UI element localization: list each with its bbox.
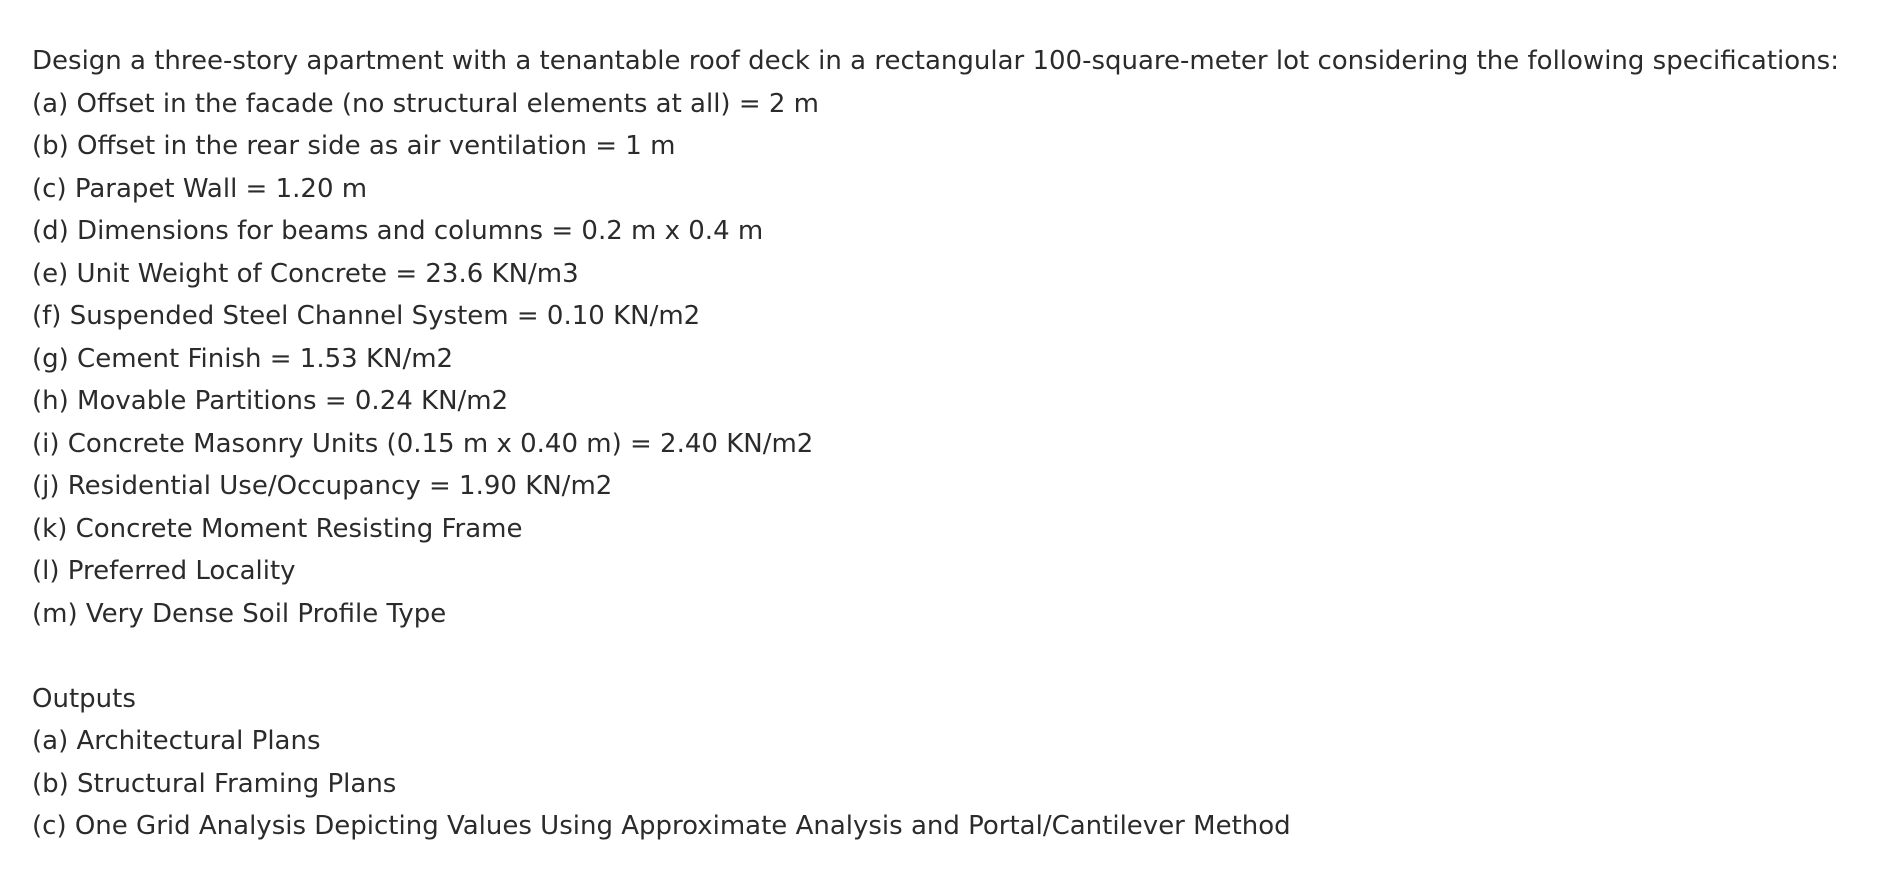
spec-item-l: (l) Preferred Locality: [32, 556, 296, 586]
output-item-b: (b) Structural Framing Plans: [32, 768, 397, 799]
document-body: [32, 40, 1862, 848]
outputs-heading: Outputs: [32, 683, 136, 714]
spec-item-j: (j) Residential Use/Occupancy = 1.90 KN/m2: [32, 471, 613, 501]
outputs-list: [32, 720, 1862, 848]
spec-item-c: (c) Parapet Wall = 1.20 m: [32, 173, 368, 204]
intro-text: Design a three-story apartment with a tenantable roof deck in a rectangular 100-square-meter lot considering the following specifications:: [32, 46, 1839, 76]
output-item-c: (c) One Grid Analysis Depicting Values Using Approximate Analysis and Portal/Cantilever Method: [32, 811, 1291, 841]
spec-item-d: (d) Dimensions for beams and columns = 0.2 m x 0.4 m: [32, 216, 764, 246]
spec-item-i: (i) Concrete Masonry Units (0.15 m x 0.40 m) = 2.40 KN/m2: [32, 428, 814, 459]
spec-item-f: (f) Suspended Steel Channel System = 0.10 KN/m2: [32, 301, 701, 331]
spec-item-m: (m) Very Dense Soil Profile Type: [32, 598, 447, 629]
section-spacer: [32, 635, 1862, 678]
spec-item-h: (h) Movable Partitions = 0.24 KN/m2: [32, 386, 509, 416]
spec-item-k: (k) Concrete Moment Resisting Frame: [32, 513, 523, 544]
output-item-a: (a) Architectural Plans: [32, 726, 321, 756]
spec-item-g: (g) Cement Finish = 1.53 KN/m2: [32, 343, 454, 374]
spec-item-a: (a) Offset in the facade (no structural elements at all) = 2 m: [32, 88, 820, 119]
specifications-list: [32, 83, 1862, 636]
spec-item-b: (b) Offset in the rear side as air ventilation = 1 m: [32, 131, 676, 161]
spec-item-e: (e) Unit Weight of Concrete = 23.6 KN/m3: [32, 258, 579, 289]
